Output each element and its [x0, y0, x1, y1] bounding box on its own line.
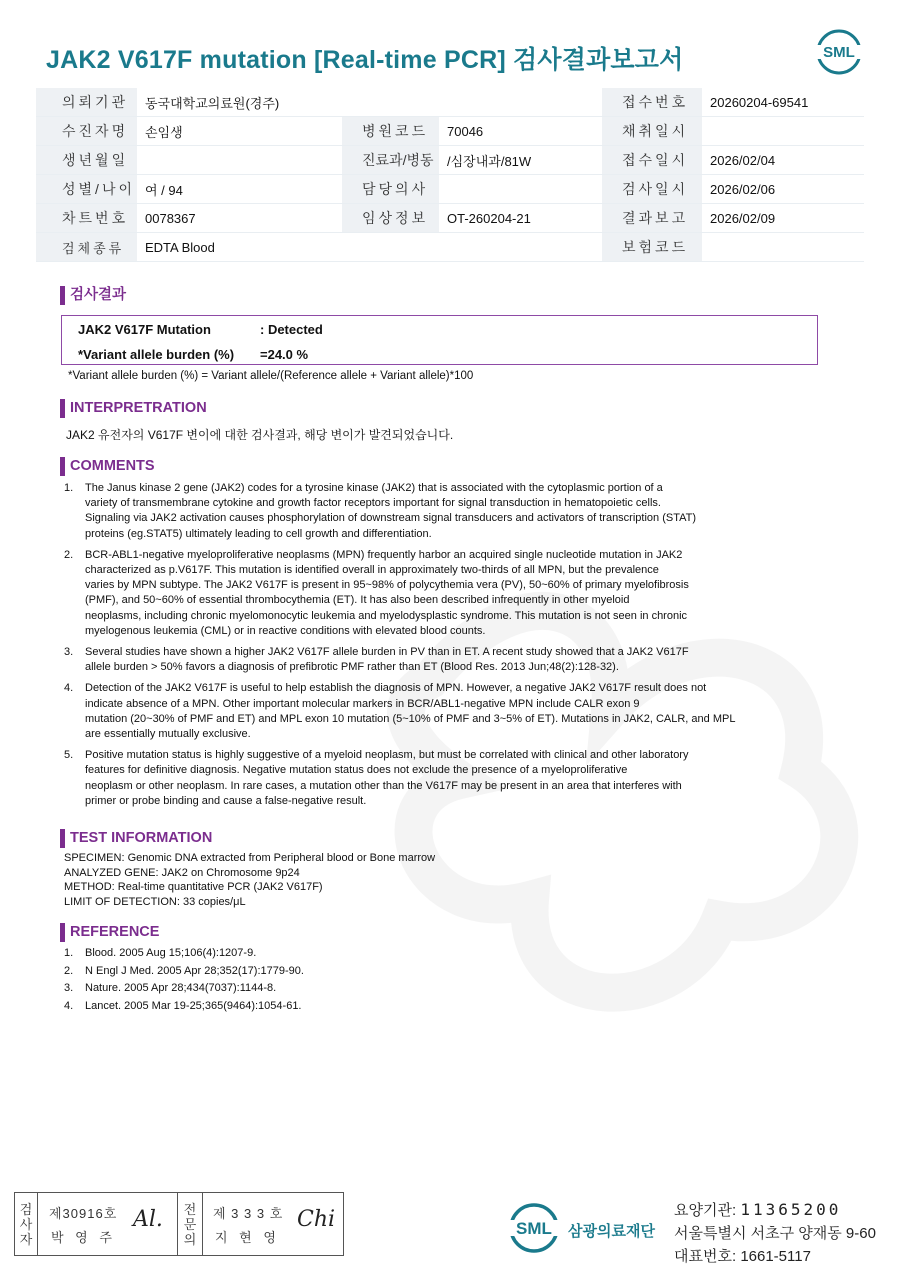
- value-sex-age: 여 / 94: [137, 175, 342, 204]
- value-hospital-code: 70046: [439, 117, 602, 146]
- section-heading-reference: REFERENCE: [60, 923, 159, 942]
- label-char: 전: [183, 1201, 197, 1217]
- label-char: 문: [183, 1216, 197, 1232]
- comment-text: The Janus kinase 2 gene (JAK2) codes for a tyrosine kinase (JAK2) that is associated with the cytoplasmic portion of a variety of transmembrane cytokine and growth factor receptors important for signal transduction in hematopoietic cells. Signaling via JAK2 activation causes phosphorylation of downstream signal transducers and activators of transcription (STAT) proteins (eg.STAT5) ultimately leading to cell growth and differentiation.: [85, 482, 697, 540]
- section-heading-interpretation: INTERPRETRATION: [60, 399, 207, 418]
- label-char: 사: [19, 1216, 33, 1232]
- section-heading-test-info: TEST INFORMATION: [60, 829, 212, 848]
- info-row: [36, 88, 864, 117]
- comment-number: 5.: [64, 749, 74, 762]
- comment-number: 4.: [64, 682, 74, 695]
- label-receipt-date: 접수일시: [602, 146, 702, 175]
- label-sex-age: 성별/나이: [36, 175, 137, 204]
- phone-line: [674, 1245, 876, 1268]
- empty-cell: [439, 233, 602, 262]
- tester-vertical-label: [15, 1193, 38, 1255]
- value-collection-date: [702, 117, 864, 146]
- info-row: [36, 175, 864, 204]
- comments-list: [64, 481, 824, 815]
- phone-label: 대표번호:: [674, 1248, 737, 1265]
- specialist-signature: Chi: [297, 1207, 336, 1232]
- label-insurance-code: 보험코드: [602, 233, 702, 262]
- value-physician: [439, 175, 602, 204]
- reference-number: 2.: [64, 964, 74, 977]
- reference-item: [64, 945, 304, 963]
- address-line: 서울특별시 서초구 양재동 9-60: [674, 1225, 876, 1242]
- info-row: [36, 233, 864, 262]
- specialist-name: 지 현 영: [215, 1230, 280, 1245]
- burden-value: =24.0 %: [260, 347, 309, 362]
- value-insurance-code: [702, 233, 864, 262]
- comment-item: [64, 748, 824, 809]
- value-accession-no: 20260204-69541: [702, 88, 864, 117]
- section-heading-result: 검사결과: [60, 286, 126, 305]
- label-patient-name: 수진자명: [36, 117, 137, 146]
- value-chart-no: 0078367: [137, 204, 342, 233]
- tester-name: 박 영 주: [51, 1230, 116, 1245]
- value-department-ward: /심장내과/81W: [439, 146, 602, 175]
- value-clinical-info: OT-260204-21: [439, 204, 602, 233]
- report-title: JAK2 V617F mutation [Real-time PCR] 검사결과보고서: [46, 46, 684, 74]
- label-char: 자: [19, 1231, 33, 1247]
- reference-text: Blood. 2005 Aug 15;106(4):1207-9.: [85, 947, 257, 959]
- section-heading-comments: COMMENTS: [60, 457, 155, 476]
- reference-text: N Engl J Med. 2005 Apr 28;352(17):1779-90.: [85, 964, 304, 977]
- specialist-vertical-label: [177, 1193, 203, 1255]
- label-birth-date: 생년월일: [36, 146, 137, 175]
- sml-logo-icon: [814, 28, 864, 76]
- label-department-ward: 진료과/병동: [342, 146, 439, 175]
- info-row: [36, 146, 864, 175]
- empty-cell: [342, 88, 439, 117]
- comment-item: [64, 645, 824, 675]
- reference-list: [64, 945, 304, 1015]
- value-test-date: 2026/02/06: [702, 175, 864, 204]
- comment-item: [64, 548, 824, 639]
- value-birth-date: [137, 146, 342, 175]
- institution-code-label: 요양기관:: [674, 1202, 737, 1219]
- signature-box: [14, 1192, 344, 1256]
- comment-number: 3.: [64, 646, 74, 659]
- info-row: [36, 117, 864, 146]
- phone-value: 1661-5117: [740, 1248, 811, 1265]
- empty-cell: [439, 88, 602, 117]
- comment-item: [64, 481, 824, 542]
- interpretation-text: JAK2 유전자의 V617F 변이에 대한 검사결과, 해당 변이가 발견되었습니다.: [66, 428, 454, 442]
- specialist-license-no: 제 3 3 3 호: [213, 1206, 284, 1221]
- tester-license-no: 제30916호: [49, 1206, 118, 1221]
- reference-number: 4.: [64, 999, 74, 1012]
- label-accession-no: 접수번호: [602, 88, 702, 117]
- comment-text: Several studies have shown a higher JAK2 V617F allele burden in PV than in ET. A recent study showed that a JAK2 V617F allele burden > 50% favors a diagnosis of prefibrotic PMF rather than ET (Blood Res. 2013 Jun;48(2):128-32).: [85, 646, 689, 674]
- reference-item: [64, 963, 304, 981]
- result-box: [61, 315, 818, 365]
- test-info-method: METHOD: Real-time quantitative PCR (JAK2 V617F): [64, 881, 323, 894]
- institution-code-value: 11365200: [740, 1200, 842, 1219]
- institution-code-line: [674, 1198, 876, 1222]
- footer-contact: [674, 1198, 876, 1268]
- label-collection-date: 채취일시: [602, 117, 702, 146]
- organization-name: 삼광의료재단: [568, 1223, 655, 1240]
- comment-text: Detection of the JAK2 V617F is useful to help establish the diagnosis of MPN. However, a negative JAK2 V617F result does not indicate absence of a MPN. Other important molecular markers in BCR/ABL1-negative MPN include CALR exon 9 mutation (20~30% of PMF and ET) and MPL exon 10 mutation (5~10% of PMF and 3~5% of ET). Mutations in JAK2, CALR, and MPL are essentially mutually exclusive.: [85, 682, 736, 741]
- mutation-label: JAK2 V617F Mutation: [78, 322, 211, 337]
- label-hospital-code: 병원코드: [342, 117, 439, 146]
- reference-item: [64, 980, 304, 998]
- reference-number: 1.: [64, 947, 74, 959]
- value-requesting-institution: 동국대학교의료원(경주): [137, 88, 342, 117]
- patient-info-table: [36, 88, 864, 262]
- comment-number: 1.: [64, 482, 74, 494]
- label-test-date: 검사일시: [602, 175, 702, 204]
- label-char: 의: [183, 1231, 197, 1247]
- label-clinical-info: 임상정보: [342, 204, 439, 233]
- burden-label: *Variant allele burden (%): [78, 347, 235, 362]
- result-row-mutation: [78, 322, 323, 337]
- test-info-specimen: SPECIMEN: Genomic DNA extracted from Peripheral blood or Bone marrow: [64, 852, 436, 864]
- comment-text: Positive mutation status is highly suggestive of a myeloid neoplasm, but must be correlated with clinical and other laboratory features for definitive diagnosis. Negative mutation status does not exclude the presence of a myeloproliferative neoplasm or other neoplasm. In rare cases, a mutation other than the V617F may be present in an area that interferes with primer or probe binding and cause a false-negative result.: [85, 749, 689, 807]
- reference-item: [64, 998, 304, 1016]
- tester-signature: Al.: [133, 1207, 163, 1232]
- value-specimen-type: EDTA Blood: [137, 233, 342, 262]
- empty-cell: [342, 233, 439, 262]
- test-info-block: [64, 851, 435, 909]
- test-info-lod: LIMIT OF DETECTION: 33 copies/μL: [64, 895, 246, 908]
- label-chart-no: 차트번호: [36, 204, 137, 233]
- mutation-value: : Detected: [260, 322, 323, 337]
- sml-logo-icon: [508, 1200, 560, 1256]
- test-info-gene: ANALYZED GENE: JAK2 on Chromosome 9p24: [64, 866, 300, 879]
- label-specimen-type: 검체종류: [36, 233, 137, 262]
- result-row-burden: [78, 347, 308, 362]
- value-patient-name: 손임생: [137, 117, 342, 146]
- label-report-date: 결과보고: [602, 204, 702, 233]
- comment-item: [64, 681, 824, 742]
- sml-logo-text: SML: [516, 1219, 552, 1238]
- comment-number: 2.: [64, 548, 74, 561]
- label-requesting-institution: 의뢰기관: [36, 88, 137, 117]
- sml-logo-text: SML: [823, 44, 855, 61]
- comment-text: BCR-ABL1-negative myeloproliferative neoplasms (MPN) frequently harbor an acquired single nucleotide mutation in JAK2 characterized as p.V617F. This mutation is identified overall in approximately two-thirds of all MPN, but the prevalence varies by MPN subtype. The JAK2 V617F is present in 95~98% of polycythemia vera (PV), 50~60% of primary myelofibrosis (PMF), and 50~60% of essential thrombocythemia (ET). It has also been described infrequently in other myeloid neoplasms, including chronic myelomonocytic leukemia and myelodysplastic syndrome. This mutation is not seen in chronic myelogenous leukemia (CML) or in reactive conditions with elevated blood counts.: [85, 548, 689, 637]
- burden-formula-note: *Variant allele burden (%) = Variant allele/(Reference allele + Variant allele)*100: [68, 370, 474, 382]
- label-physician: 담당의사: [342, 175, 439, 204]
- reference-text: Nature. 2005 Apr 28;434(7037):1144-8.: [85, 982, 277, 995]
- label-char: 검: [19, 1201, 33, 1217]
- reference-text: Lancet. 2005 Mar 19-25;365(9464):1054-61.: [85, 999, 302, 1012]
- reference-number: 3.: [64, 982, 74, 995]
- value-receipt-date: 2026/02/04: [702, 146, 864, 175]
- value-report-date: 2026/02/09: [702, 204, 864, 233]
- info-row: [36, 204, 864, 233]
